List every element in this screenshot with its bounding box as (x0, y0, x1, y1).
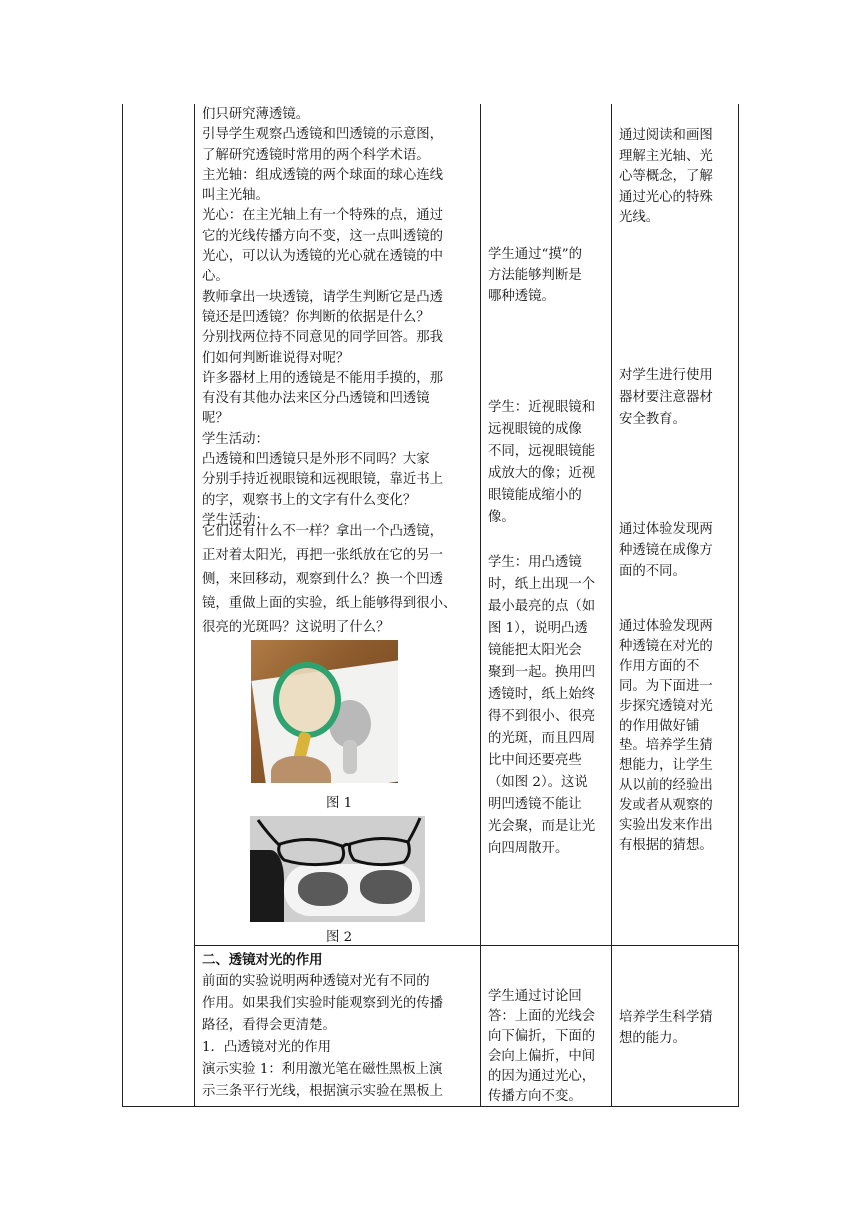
text-line: 学生：近视眼镜和 (488, 400, 596, 415)
text-line: 光会聚，而是让光 (488, 819, 596, 834)
text-line: 眼镜能成缩小的 (488, 488, 582, 503)
text-line: 叫主光轴。 (202, 188, 269, 204)
text-line: 有没有其他办法来区分凸透镜和凹透镜 (202, 391, 430, 407)
figure-2-glasses-photo (250, 816, 425, 922)
section-text (202, 949, 474, 1103)
text-line: 分别找两位持不同意见的同学回答。那我 (202, 330, 444, 346)
text-line: 主光轴：组成透镜的两个球面的球心连线 (202, 167, 444, 183)
figure-2-caption: 图 2 (326, 930, 353, 945)
text-line: 想能力，让学生 (619, 758, 713, 774)
text-line: 会向上偏折，中间 (488, 1049, 596, 1064)
text-line: 面的不同。 (619, 564, 686, 579)
text-line: 远视眼镜的成像 (488, 422, 582, 437)
text-line: 答：上面的光线会 (488, 1009, 596, 1024)
text-line: 光心：在主光轴上有一个特殊的点，通过 (202, 208, 444, 224)
text-line: 作用。如果我们实验时能观察到光的传播 (202, 996, 444, 1011)
text-line: 培养学生科学猜 (619, 1010, 713, 1025)
text-line: 凸透镜和凹透镜只是外形不同吗？大家 (202, 452, 430, 468)
text-line: 通过体验发现两 (619, 522, 713, 537)
text-line: 1．凸透镜对光的作用 (202, 1040, 332, 1055)
design-intent-2 (619, 365, 733, 431)
text-line: 学生：用凸透镜 (488, 555, 582, 570)
table-column-divider-2 (480, 104, 481, 1106)
table-row-divider (194, 945, 739, 946)
text-line: 从以前的经验出 (619, 778, 713, 794)
text-line: 路径，看得会更清楚。 (202, 1018, 336, 1033)
text-line: 不同，远视眼镜能 (488, 444, 596, 459)
text-line: 们只研究薄透镜。 (202, 107, 310, 122)
text-line: 呢？ (202, 411, 229, 427)
text-line: 方法能够判断是 (488, 268, 582, 283)
text-line: 正对着太阳光，再把一张纸放在它的另一 (202, 548, 444, 563)
design-intent-5 (619, 1007, 733, 1049)
student-activity-3 (488, 552, 606, 860)
text-line: 心等概念，了解 (619, 169, 713, 184)
text-line: 学生通过讨论回 (488, 989, 582, 1004)
text-line: 通过光心的特殊 (619, 189, 713, 205)
text-line: 聚到一起。换用凹 (488, 665, 596, 680)
text-line: 最小最亮的点（如 (488, 599, 596, 614)
text-line: 成放大的像；近视 (488, 466, 596, 481)
text-line: 光心，可以认为透镜的光心就在透镜的中 (202, 249, 444, 265)
text-line: 它的光线传播方向不变，这一点叫透镜的 (202, 228, 444, 244)
text-line: 想的能力。 (619, 1031, 686, 1046)
text-line: 像。 (488, 510, 515, 525)
text-line: 种透镜在对光的 (619, 638, 713, 654)
text-line: （如图 2）。这说 (488, 775, 588, 790)
glasses-frame-icon (250, 816, 425, 922)
text-line: 步探究透镜对光 (619, 698, 713, 714)
text-line: 种透镜在成像方 (619, 543, 713, 558)
text-line: 通过体验发现两 (619, 619, 713, 634)
figure-1-caption: 图 1 (326, 796, 353, 811)
text-line: 学生通过“摸”的 (488, 247, 583, 262)
experiment-text (202, 520, 474, 640)
text-line: 的因为通过光心， (488, 1069, 596, 1084)
design-intent-4 (619, 617, 733, 856)
text-line: 向四周散开。 (488, 841, 569, 856)
text-line: 得不到很小、很亮 (488, 709, 596, 724)
text-line: 通过阅读和画图 (619, 128, 713, 143)
text-line: 安全教育。 (619, 412, 686, 427)
text-line: 的字，观察书上的文字有什么变化？ (202, 492, 417, 508)
text-line: 对学生进行使用 (619, 368, 713, 383)
figure-1-magnifier-photo (251, 640, 398, 783)
text-line: 同。为下面进一 (619, 678, 713, 694)
text-line: 垫。培养学生猜 (619, 738, 713, 754)
text-line: 哪种透镜。 (488, 289, 555, 304)
text-line: 的光斑，而且四周 (488, 731, 596, 746)
text-line: 侧，来回移动，观察到什么？换一个凹透 (202, 572, 444, 587)
text-line: 作用方面的不 (619, 658, 700, 674)
table-column-divider-3 (611, 104, 612, 1106)
text-line: 分别手持近视眼镜和远视眼镜，靠近书上 (202, 472, 444, 488)
text-line: 许多器材上用的透镜是不能用手摸的，那 (202, 370, 444, 386)
table-column-divider-1 (194, 104, 195, 1106)
text-line: 理解主光轴、光 (619, 148, 713, 164)
text-line: 了解研究透镜时常用的两个科学术语。 (202, 147, 430, 163)
text-line: 引导学生观察凸透镜和凹透镜的示意图， (202, 127, 444, 143)
text-line: 传播方向不变。 (488, 1089, 582, 1104)
text-line: 学生活动： (202, 512, 269, 528)
design-intent-3 (619, 519, 733, 582)
text-line: 光线。 (619, 210, 660, 225)
text-line: 演示实验 1：利用激光笔在磁性黑板上演 (202, 1062, 443, 1077)
text-line: 的作用做好铺 (619, 718, 700, 734)
text-line: 时，纸上出现一个 (488, 577, 596, 592)
text-line: 教师拿出一块透镜，请学生判断它是凸透 (202, 289, 444, 305)
text-line: 学生活动： (202, 431, 269, 447)
text-line: 实验出发来作出 (619, 818, 713, 834)
text-line: 示三条平行光线，根据演示实验在黑板上 (202, 1084, 444, 1099)
text-line: 器材要注意器材 (619, 390, 713, 405)
text-line: 比中间还要亮些 (488, 753, 582, 768)
text-line: 它们还有什么不一样？拿出一个凸透镜， (202, 524, 444, 539)
text-line: 明凹透镜不能让 (488, 797, 582, 812)
text-line: 心。 (202, 269, 229, 285)
section-title: 二、透镜对光的作用 (202, 952, 323, 968)
teaching-process-text (202, 105, 474, 531)
table-border-bottom (122, 1106, 739, 1107)
text-line: 镜还是凹透镜？你判断的依据是什么？ (202, 309, 430, 325)
text-line: 有根据的猜想。 (619, 837, 713, 853)
text-line: 向下偏折，下面的 (488, 1029, 596, 1044)
student-activity-4 (488, 987, 606, 1107)
student-activity-2 (488, 397, 606, 529)
text-line: 镜，重做上面的实验，纸上能够得到很小、 (202, 596, 457, 611)
table-border-left (122, 104, 123, 1106)
text-line: 发或者从观察的 (619, 798, 713, 814)
text-line: 们如何判断谁说得对呢？ (202, 350, 350, 366)
text-line: 镜能把太阳光会 (488, 643, 582, 658)
design-intent-1 (619, 126, 733, 229)
student-activity-1 (488, 244, 606, 307)
text-line: 透镜时，纸上始终 (488, 687, 596, 702)
text-line: 很亮的光斑吗？这说明了什么？ (202, 620, 390, 635)
table-border-right (738, 104, 739, 1106)
text-line: 图 1），说明凸透 (488, 621, 588, 636)
text-line: 前面的实验说明两种透镜对光有不同的 (202, 974, 430, 989)
